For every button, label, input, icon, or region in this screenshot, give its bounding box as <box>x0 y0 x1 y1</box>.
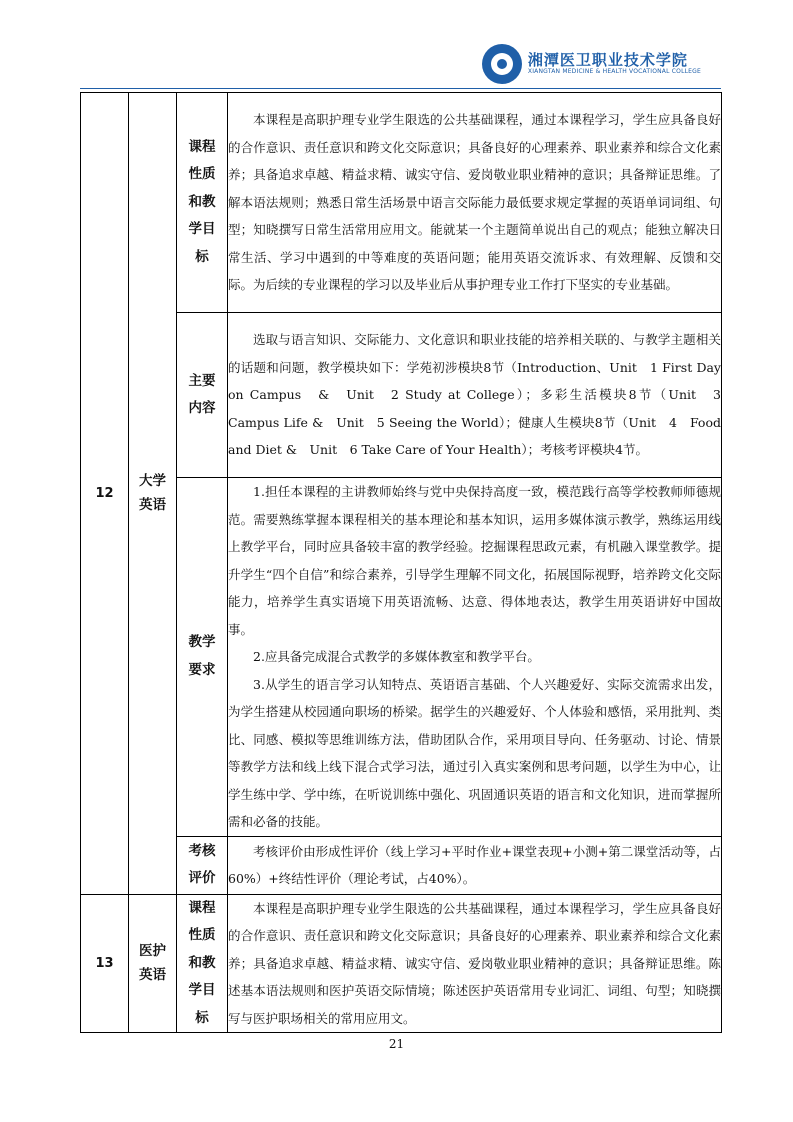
page-header <box>482 44 701 84</box>
school-logo-icon <box>482 44 522 84</box>
course-name-text: 大学英语 <box>139 473 166 514</box>
section-content <box>228 93 722 313</box>
school-name-block <box>527 50 701 75</box>
section-content <box>228 313 734 478</box>
table-row <box>81 478 722 837</box>
content-paragraph: 考核评价由形成性评价（线上学习+平时作业+课堂表现+小测+第二课堂活动等，占60%）+终结性评价（理论考试，占40%）。 <box>228 843 721 886</box>
course-name <box>129 93 177 895</box>
row-number: 12 <box>81 93 129 895</box>
content-paragraph: 1.担任本课程的主讲教师始终与党中央保持高度一致，模范践行高等学校教师师德规范。需要熟练掌握本课程相关的基本理论和基本知识，运用多媒体演示教学，熟练运用线上教学平台，同时应具备较丰富的教学经验。挖掘课程思政元素，有机融入课堂教学。提升学生“四个自信”和综合素养，引导学生理解不同文化，拓展国际视野，培养跨文化交际能力，培养学生真实语境下用英语流畅、达意、得体地表达，教学生用英语讲好中国故事。 <box>228 484 721 637</box>
course-name <box>129 894 177 1033</box>
school-name-en: XIANGTAN MEDICINE & HEALTH VOCATIONAL COLLEGE <box>527 67 701 75</box>
section-label <box>177 894 228 1033</box>
school-name-cn: 湘潭医卫职业技术学院 <box>527 50 688 69</box>
section-content <box>228 894 722 1033</box>
section-content <box>228 478 722 837</box>
content-paragraph: 本课程是高职护理专业学生限选的公共基础课程，通过本课程学习，学生应具备良好的合作意识、责任意识和跨文化交际意识；具备良好的心理素养、职业素养和综合文化素养；具备追求卓越、精益求精、诚实守信、爱岗敬业职业精神的意识；具备辩证思维。陈述基本语法规则和医护英语交际情境；陈述医护英语常用专业词汇、词组、句型；知晓撰写与医护职场相关的常用应用文。 <box>228 900 721 1026</box>
row-number: 13 <box>81 894 129 1033</box>
header-divider <box>80 88 721 89</box>
table-row <box>81 313 722 478</box>
section-label-text: 教学要求 <box>188 634 216 678</box>
section-label-text: 课程性质和教学目标 <box>188 899 216 1026</box>
section-label <box>177 93 228 313</box>
course-name-text: 医护英语 <box>139 943 166 984</box>
section-content <box>228 836 722 894</box>
section-label-text: 课程性质和教学目标 <box>188 138 216 265</box>
section-label <box>177 836 228 894</box>
table-row <box>81 93 722 313</box>
section-label <box>177 478 228 837</box>
section-label-text: 主要内容 <box>188 372 216 416</box>
content-paragraph: 选取与语言知识、交际能力、文化意识和职业技能的培养相关联的、与教学主题相关的话题和问题，教学模块如下：学苑初涉模块8节（Introduction、Unit 1 First Day on Campus & Unit 2 Study at College）；多彩生活模块8节（Unit 3 Campus Life & Unit 5 Seeing the World）；健康人生模块8节（Unit 4 Food and Diet & Unit 6 Take Care of Your Health）；考核考评模块4节。 <box>228 332 734 458</box>
table-row <box>81 836 722 894</box>
content-paragraph: 2.应具备完成混合式教学的多媒体教室和教学平台。 <box>253 649 540 664</box>
content-paragraph: 本课程是高职护理专业学生限选的公共基础课程，通过本课程学习，学生应具备良好的合作意识、责任意识和跨文化交际意识；具备良好的心理素养、职业素养和综合文化素养；具备追求卓越、精益求精、诚实守信、爱岗敬业职业精神的意识；具备辩证思维。了解本语法规则；熟悉日常生活场景中语言交际能力最低要求规定掌握的英语单词词组、句型；知晓撰写日常生活常用应用文。能就某一个主题简单说出自己的观点；能独立解决日常生活、学习中遇到的中等难度的英语问题；能用英语交流诉求、有效理解、反馈和交际。为后续的专业课程的学习以及毕业后从事护理专业工作打下坚实的专业基础。 <box>228 112 721 293</box>
page-number: 21 <box>388 1037 405 1051</box>
section-label <box>177 313 228 478</box>
content-paragraph: 3.从学生的语言学习认知特点、英语语言基础、个人兴趣爱好、实际交流需求出发，为学生搭建从校园通向职场的桥梁。据学生的兴趣爱好、个人体验和感悟，采用批判、类比、同感、模拟等思维训练方法，借助团队合作，采用项目导向、任务驱动、讨论、情景等教学方法和线上线下混合式学习法，通过引入真实案例和思考问题，以学生为中心，让学生练中学、学中练，在听说训练中强化、巩固通识英语的语言和文化知识，进而掌握所需和必备的技能。 <box>228 676 721 829</box>
section-label-text: 考核评价 <box>188 842 216 886</box>
table-row <box>81 894 722 1033</box>
curriculum-table <box>80 92 734 1033</box>
